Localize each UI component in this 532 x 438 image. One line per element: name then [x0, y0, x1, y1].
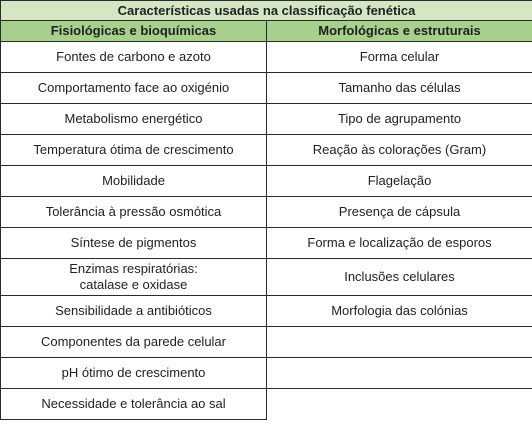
- table-row: [1, 135, 532, 166]
- table-row: [1, 259, 532, 296]
- cell-physiological: Temperatura ótima de crescimento: [1, 135, 267, 166]
- cell-physiological: [1, 259, 267, 296]
- header-physiological: Fisiológicas e bioquímicas: [1, 21, 267, 42]
- cell-physiological: Síntese de pigmentos: [1, 228, 267, 259]
- cell-physiological: pH ótimo de crescimento: [1, 358, 267, 389]
- cell-physiological: Fontes de carbono e azoto: [1, 42, 267, 73]
- cell-morphological: Forma celular: [267, 42, 532, 73]
- table-title: Características usadas na classificação fenética: [1, 1, 532, 21]
- table-row: [1, 358, 532, 389]
- cell-morphological: Presença de cápsula: [267, 197, 532, 228]
- cell-physiological: Tolerância à pressão osmótica: [1, 197, 267, 228]
- table-row: [1, 296, 532, 327]
- cell-morphological: Tamanho das células: [267, 73, 532, 104]
- cell-morphological: Tipo de agrupamento: [267, 104, 532, 135]
- cell-empty: [267, 389, 532, 420]
- cell-physiological: Componentes da parede celular: [1, 327, 267, 358]
- cell-morphological: Flagelação: [267, 166, 532, 197]
- cell-physiological: Metabolismo energético: [1, 104, 267, 135]
- cell-morphological: Reação às colorações (Gram): [267, 135, 532, 166]
- cell-morphological: Morfologia das colónias: [267, 296, 532, 327]
- table-row: [1, 389, 532, 420]
- cell-physiological: Comportamento face ao oxigénio: [1, 73, 267, 104]
- cell-physiological: Necessidade e tolerância ao sal: [1, 389, 267, 420]
- table-row: [1, 327, 532, 358]
- cell-line: catalase e oxidase: [79, 277, 188, 292]
- cell-physiological: Mobilidade: [1, 166, 267, 197]
- table-row: [1, 166, 532, 197]
- table-row: [1, 42, 532, 73]
- cell-physiological: Sensibilidade a antibióticos: [1, 296, 267, 327]
- cell-empty: [267, 358, 532, 389]
- cell-line: Enzimas respiratórias:: [69, 261, 198, 276]
- table-header-row: [1, 21, 532, 42]
- cell-morphological: Forma e localização de esporos: [267, 228, 532, 259]
- table-row: [1, 228, 532, 259]
- table-row: [1, 104, 532, 135]
- table-row: [1, 73, 532, 104]
- cell-morphological: Inclusões celulares: [267, 259, 532, 296]
- header-morphological: Morfológicas e estruturais: [267, 21, 532, 42]
- table-row: [1, 197, 532, 228]
- cell-empty: [267, 327, 532, 358]
- table-title-row: [1, 1, 532, 21]
